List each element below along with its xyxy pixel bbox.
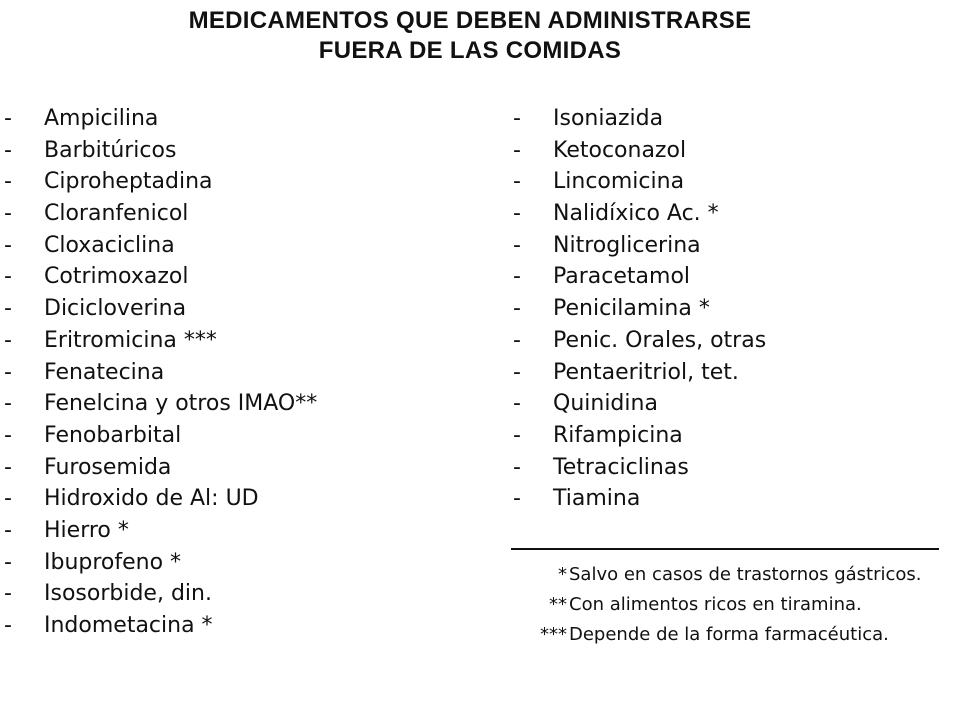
medication-name: Hierro *: [44, 517, 129, 543]
medication-name: Nitroglicerina: [553, 232, 701, 258]
bullet-dash: -: [4, 169, 12, 195]
list-item: [0, 198, 500, 230]
medication-name: Cloranfenicol: [44, 201, 189, 227]
medication-name: Nalidíxico Ac. *: [553, 201, 719, 227]
medication-name: Penicilamina *: [553, 296, 710, 322]
medication-name: Paracetamol: [553, 264, 691, 290]
footnote-text: Depende de la forma farmacéutica.: [569, 624, 889, 645]
bullet-dash: -: [4, 581, 12, 607]
list-item: [509, 452, 949, 484]
medication-name: Isosorbide, din.: [44, 581, 212, 607]
bullet-dash: -: [513, 137, 521, 163]
bullet-dash: -: [513, 422, 521, 448]
list-item: [0, 452, 500, 484]
medication-name: Ampicilina: [44, 106, 159, 131]
list-item: [0, 261, 500, 293]
list-item: [0, 610, 500, 642]
medication-name: Tiamina: [553, 486, 641, 512]
list-item: [509, 483, 949, 515]
footnote-mark: *: [558, 564, 567, 585]
bullet-dash: -: [4, 422, 12, 448]
medication-name: Penic. Orales, otras: [553, 327, 767, 353]
medication-name: Isoniazida: [553, 106, 664, 131]
list-item: [0, 103, 500, 135]
list-item: [509, 325, 949, 357]
bullet-dash: -: [513, 359, 521, 385]
list-item: [509, 420, 949, 452]
footnote: [511, 620, 951, 650]
list-item: [0, 357, 500, 389]
footnote-mark: **: [549, 594, 567, 615]
list-item: [0, 325, 500, 357]
page-title: [0, 6, 940, 66]
title-line-2: FUERA DE LAS COMIDAS: [318, 37, 622, 64]
medication-name: Fenatecina: [44, 359, 165, 385]
footnote-text: Con alimentos ricos en tiramina.: [569, 594, 862, 615]
medication-name: Indometacina *: [44, 613, 213, 638]
list-item: [0, 483, 500, 515]
list-item: [0, 166, 500, 198]
medication-name: Ciproheptadina: [44, 169, 213, 195]
bullet-dash: -: [4, 106, 12, 131]
medication-list-left: [0, 103, 500, 642]
medication-name: Dicicloverina: [44, 296, 187, 322]
footnote: [511, 560, 951, 590]
bullet-dash: -: [4, 327, 12, 353]
bullet-dash: -: [4, 359, 12, 385]
bullet-dash: -: [513, 486, 521, 512]
list-item: [0, 135, 500, 167]
list-item: [0, 547, 500, 579]
footnote-divider: [511, 548, 939, 550]
bullet-dash: -: [4, 517, 12, 543]
bullet-dash: -: [513, 264, 521, 290]
footnote-text: Salvo en casos de trastornos gástricos.: [569, 564, 922, 585]
list-item: [0, 420, 500, 452]
list-item: [509, 388, 949, 420]
bullet-dash: -: [513, 454, 521, 480]
list-item: [509, 293, 949, 325]
list-item: [509, 261, 949, 293]
medication-name: Furosemida: [44, 454, 172, 480]
medication-name: Hidroxido de Al: UD: [44, 486, 259, 512]
medication-name: Fenobarbital: [44, 422, 182, 448]
medication-name: Pentaeritriol, tet.: [553, 359, 739, 385]
title-line-1: MEDICAMENTOS QUE DEBEN ADMINISTRARSE: [188, 7, 752, 34]
bullet-dash: -: [4, 613, 12, 638]
footnote: [511, 590, 951, 620]
medication-name: Cloxaciclina: [44, 232, 175, 258]
medication-name: Tetraciclinas: [553, 454, 689, 480]
bullet-dash: -: [4, 264, 12, 290]
medication-name: Barbitúricos: [44, 137, 177, 163]
list-item: [509, 230, 949, 262]
bullet-dash: -: [513, 327, 521, 353]
list-item: [0, 230, 500, 262]
bullet-dash: -: [4, 137, 12, 163]
footnote-mark: ***: [540, 624, 567, 645]
medication-name: Ibuprofeno *: [44, 549, 182, 575]
bullet-dash: -: [513, 169, 521, 195]
footnotes: [511, 560, 951, 650]
bullet-dash: -: [4, 296, 12, 322]
bullet-dash: -: [4, 232, 12, 258]
list-item: [509, 103, 949, 135]
medication-list-right: [509, 103, 949, 515]
bullet-dash: -: [4, 201, 12, 227]
medication-name: Fenelcina y otros IMAO**: [44, 391, 318, 417]
medication-name: Cotrimoxazol: [44, 264, 189, 290]
bullet-dash: -: [513, 201, 521, 227]
bullet-dash: -: [513, 391, 521, 417]
medication-name: Ketoconazol: [553, 137, 687, 163]
list-item: [509, 198, 949, 230]
bullet-dash: -: [513, 232, 521, 258]
bullet-dash: -: [4, 486, 12, 512]
bullet-dash: -: [4, 454, 12, 480]
medication-name: Rifampicina: [553, 422, 683, 448]
list-item: [0, 515, 500, 547]
list-item: [0, 293, 500, 325]
medication-name: Quinidina: [553, 391, 658, 417]
bullet-dash: -: [4, 391, 12, 417]
list-item: [509, 135, 949, 167]
list-item: [509, 166, 949, 198]
bullet-dash: -: [513, 296, 521, 322]
list-item: [0, 578, 500, 610]
bullet-dash: -: [4, 549, 12, 575]
list-item: [0, 388, 500, 420]
medication-name: Lincomicina: [553, 169, 685, 195]
medication-name: Eritromicina ***: [44, 327, 217, 353]
list-item: [509, 357, 949, 389]
bullet-dash: -: [513, 106, 521, 131]
